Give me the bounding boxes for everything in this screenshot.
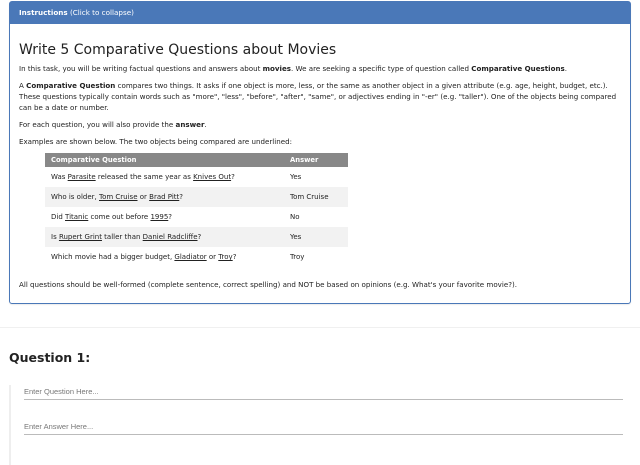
question-cell: Which movie had a bigger budget, Gladiator or Troy? <box>51 253 237 261</box>
column-header-question: Comparative Question <box>45 153 284 167</box>
instructions-panel <box>9 1 631 304</box>
compared-object: 1995 <box>150 213 169 221</box>
section-divider <box>0 327 640 328</box>
question-1-fields <box>9 385 631 465</box>
table-row <box>45 207 348 227</box>
compared-object: Brad Pitt <box>149 193 180 201</box>
text: . <box>204 120 207 129</box>
compared-object: Parasite <box>67 173 96 181</box>
text: A <box>19 81 27 90</box>
bold-text: answer <box>175 120 205 129</box>
collapse-hint: (Click to collapse) <box>67 8 134 17</box>
definition-paragraph <box>19 80 621 113</box>
answer-paragraph <box>19 119 621 130</box>
question-cell: Did Titanic come out before 1995? <box>51 213 172 221</box>
intro-paragraph <box>19 63 621 74</box>
question-1-section <box>9 350 631 465</box>
column-header-answer: Answer <box>284 153 348 167</box>
compared-object: Troy <box>218 253 233 261</box>
compared-object: Gladiator <box>174 253 207 261</box>
answer-cell: Yes <box>284 227 348 247</box>
answer-cell: Troy <box>290 253 305 261</box>
examples-intro: Examples are shown below. The two objects being compared are underlined: <box>19 137 292 146</box>
bold-text: Comparative Question <box>26 81 116 90</box>
well-formed-note: All questions should be well-formed (complete sentence, correct spelling) and NOT be based on opinions (e.g. What's your favorite movie?). <box>19 280 517 289</box>
answer-input[interactable] <box>24 420 623 435</box>
bold-text: Comparative Questions <box>471 64 565 73</box>
table-row <box>45 247 348 267</box>
question-cell: Who is older, Tom Cruise or Brad Pitt? <box>45 187 284 207</box>
compared-object: Rupert Grint <box>58 233 102 241</box>
answer-cell: Yes <box>290 173 302 181</box>
answer-cell: Tom Cruise <box>284 187 348 207</box>
text: For each question, you will also provide the <box>19 120 176 129</box>
instructions-body <box>10 42 630 290</box>
question-cell: Is Rupert Grint taller than Daniel Radcliffe? <box>45 227 284 247</box>
bold-text: movies <box>262 64 292 73</box>
question-cell: Was Parasite released the same year as Knives Out? <box>51 173 235 181</box>
compared-object: Daniel Radcliffe <box>142 233 198 241</box>
table-row <box>45 227 348 247</box>
instructions-title: Write 5 Comparative Questions about Movies <box>19 42 337 58</box>
instructions-header-label: Instructions <box>19 8 68 17</box>
compared-object: Tom Cruise <box>99 193 138 201</box>
text: . We are seeking a specific type of question called <box>291 64 472 73</box>
instructions-toggle[interactable] <box>10 2 630 24</box>
question-1-title: Question 1: <box>9 350 91 365</box>
table-row <box>45 187 348 207</box>
question-input[interactable] <box>24 385 623 400</box>
compared-object: Knives Out <box>193 173 232 181</box>
text: In this task, you will be writing factual questions and answers about <box>19 64 263 73</box>
text: compares two things. It asks if one object is more, less, or the same as another object in a given attribute (e.g. age, height, budget, etc.). These questions typically contain words such as "more", "less", "before", "after", "same", or adjectives ending in "-er" (e.g. "taller"). One of the objects being compared can be a date or number. <box>19 81 617 112</box>
table-header-row <box>45 153 348 167</box>
text: . <box>564 64 567 73</box>
answer-cell: No <box>290 213 300 221</box>
table-row <box>45 167 348 187</box>
compared-object: Titanic <box>65 213 89 221</box>
examples-table <box>45 153 348 267</box>
